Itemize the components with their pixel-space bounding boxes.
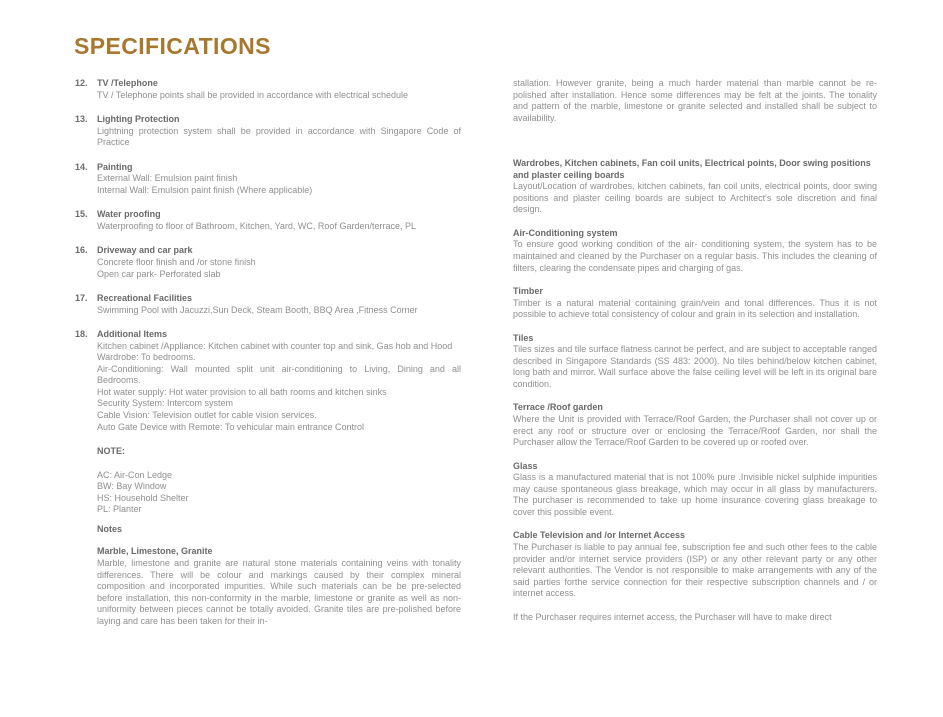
section xyxy=(513,158,877,216)
item-title: TV /Telephone xyxy=(97,78,158,88)
section-body: The Purchaser is liable to pay annual fee, subscription fee and such other fees to the cable provider and/or internet service providers (ISP) or any other relevant party or any other relevant authorities. The Vendor is not responsible to make arrangements with any of the said parties forthe service connection for their respective subscription channels and / or internet access. xyxy=(513,541,877,599)
section xyxy=(513,612,877,624)
section xyxy=(513,333,877,391)
spec-item xyxy=(75,245,461,280)
item-number: 17. xyxy=(75,293,88,304)
item-content xyxy=(97,162,461,197)
note-line: HS: Household Shelter xyxy=(97,492,189,503)
item-content xyxy=(97,114,461,149)
note-section-title: Marble, Limestone, Granite xyxy=(97,546,213,557)
item-title: Painting xyxy=(97,161,133,172)
item-paragraph: Cable Vision: Television outlet for cable vision services. xyxy=(97,410,317,421)
note-section-body: Marble, limestone and granite are natural stone materials containing veins with tonality differences. There will be colour and markings caused by their complex mineral composition and incorporated impurities. While such materials can be be pre-selected before installation, this non-conformity in the marble, limestone or granite as well as non-uniformity between pieces cannot be totally avoided. Granite tiles are pre-polished before laying and care has been taken for their in- xyxy=(97,557,461,626)
section xyxy=(513,228,877,274)
item-paragraph: External Wall: Emulsion paint finish xyxy=(97,173,238,184)
section xyxy=(513,286,877,321)
item-paragraph: Waterproofing to floor of Bathroom, Kitchen, Yard, WC, Roof Garden/terrace, PL xyxy=(97,220,416,231)
item-content xyxy=(97,78,461,101)
item-content xyxy=(97,293,461,316)
section-title: Terrace /Roof garden xyxy=(513,402,603,413)
item-paragraph: Hot water supply: Hot water provision to all bath rooms and kitchen sinks xyxy=(97,386,387,397)
section-body: Timber is a natural material containing grain/vein and tonal differences. Thus it is not possible to achieve total consistency of colour and grain in its selection and installation. xyxy=(513,297,877,320)
section-body: Where the Unit is provided with Terrace/Roof Garden, the Purchaser shall not cover up or erect any roof or structure over or enclosing the Terrace/Roof Garden, nor shall the Purchaser allow the Terrace/Roof Garden to be covered up or roofed over. xyxy=(513,414,877,448)
item-paragraph: TV / Telephone points shall be provided in accordance with electrical schedule xyxy=(97,89,409,100)
notes-block xyxy=(97,446,461,627)
section xyxy=(513,78,877,124)
spec-item xyxy=(75,78,461,101)
right-column xyxy=(513,78,877,635)
section-title: Glass xyxy=(513,460,538,471)
spec-item xyxy=(75,209,461,232)
item-paragraph: Wardrobe: To bedrooms. xyxy=(97,352,196,363)
item-content xyxy=(97,329,461,433)
item-content xyxy=(97,209,461,232)
item-paragraph: Air-Conditioning: Wall mounted split unit air-conditioning to Living, Dining and all Bedrooms. xyxy=(97,363,461,386)
section xyxy=(513,402,877,448)
item-paragraph: Lightning protection system shall be provided in accordance with Singapore Code of Practice xyxy=(97,125,461,148)
section xyxy=(513,461,877,519)
item-content xyxy=(97,245,461,280)
item-paragraph: Open car park- Perforated slab xyxy=(97,268,221,279)
item-paragraph: Auto Gate Device with Remote: To vehicular main entrance Control xyxy=(97,421,364,432)
page-title: SPECIFICATIONS xyxy=(74,33,271,59)
section-title: Air-Conditioning system xyxy=(513,227,618,238)
item-paragraph: Swimming Pool with Jacuzzi,Sun Deck, Steam Booth, BBQ Area ,Fitness Corner xyxy=(97,304,418,315)
item-number: 15. xyxy=(75,209,88,220)
spec-item xyxy=(75,293,461,316)
section-body: Tiles sizes and tile surface flatness cannot be perfect, and are subject to acceptable ranged described in Singapore Standards (SS 483: 2000). No tiles behind/below kitchen cabinet, long bath and mirror. Wall surface above the false ceiling level will be left in its original bare condition. xyxy=(513,344,877,389)
section-body: If the Purchaser requires internet access, the Purchaser will have to make direct xyxy=(513,611,832,622)
section-body: Glass is a manufactured material that is not 100% pure .Invisible nickel sulphide impurities may cause spontaneous glass breakage, which may occur in all glass by manufacturers. The purchaser is recommended to take up home insurance covering glass breakage to cover this possible event. xyxy=(513,472,877,517)
note-section xyxy=(97,546,461,627)
item-paragraph: Internal Wall: Emulsion paint finish (Where applicable) xyxy=(97,184,313,195)
note-label: NOTE: xyxy=(97,446,125,457)
spec-item xyxy=(75,329,461,433)
item-number: 18. xyxy=(75,329,88,340)
item-paragraph: Concrete floor finish and /or stone finish xyxy=(97,257,256,268)
item-title: Additional Items xyxy=(97,329,168,340)
note-line: PL: Planter xyxy=(97,504,142,515)
item-number: 13. xyxy=(75,114,88,125)
section-title: Cable Television and /or Internet Access xyxy=(513,530,686,541)
item-number: 16. xyxy=(75,245,88,256)
section xyxy=(513,530,877,599)
spec-item xyxy=(75,162,461,197)
item-number: 12. xyxy=(75,78,88,88)
notes-heading: Notes xyxy=(97,523,123,534)
note-line: BW: Bay Window xyxy=(97,481,167,492)
item-title: Lighting Protection xyxy=(97,114,180,125)
item-title: Driveway and car park xyxy=(97,245,193,256)
item-paragraph: Kitchen cabinet /Appliance: Kitchen cabinet with counter top and sink, Gas hob and Hood xyxy=(97,340,453,351)
section-body: To ensure good working condition of the air- conditioning system, the system has to be maintained and cleaned by the Purchaser on a regular basis. This includes the cleaning of filters, clearing the condensate pipes and charging of gas. xyxy=(513,239,877,273)
item-number: 14. xyxy=(75,161,88,172)
item-title: Water proofing xyxy=(97,209,161,220)
section-title: Tiles xyxy=(513,332,534,343)
section-body: stallation. However granite, being a much harder material than marble cannot be re-polished after installation. Hence some differences may be felt at the joints. The tonality and pattern of the marble, limestone or granite selected and installed shall be subject to availability. xyxy=(513,78,877,123)
left-column xyxy=(75,78,461,627)
section-body: Layout/Location of wardrobes, kitchen cabinets, fan coil units, electrical points, door swing positions and plaster ceiling boards are subject to Architect's sole discretion and final design. xyxy=(513,181,877,215)
section-title: Wardrobes, Kitchen cabinets, Fan coil units, Electrical points, Door swing positions and plaster ceiling boards xyxy=(513,158,871,180)
note-line: AC: Air-Con Ledge xyxy=(97,469,173,480)
section-title: Timber xyxy=(513,286,543,297)
item-title: Recreational Facilities xyxy=(97,293,193,304)
spec-item xyxy=(75,114,461,149)
item-paragraph: Security System: Intercom system xyxy=(97,398,234,409)
